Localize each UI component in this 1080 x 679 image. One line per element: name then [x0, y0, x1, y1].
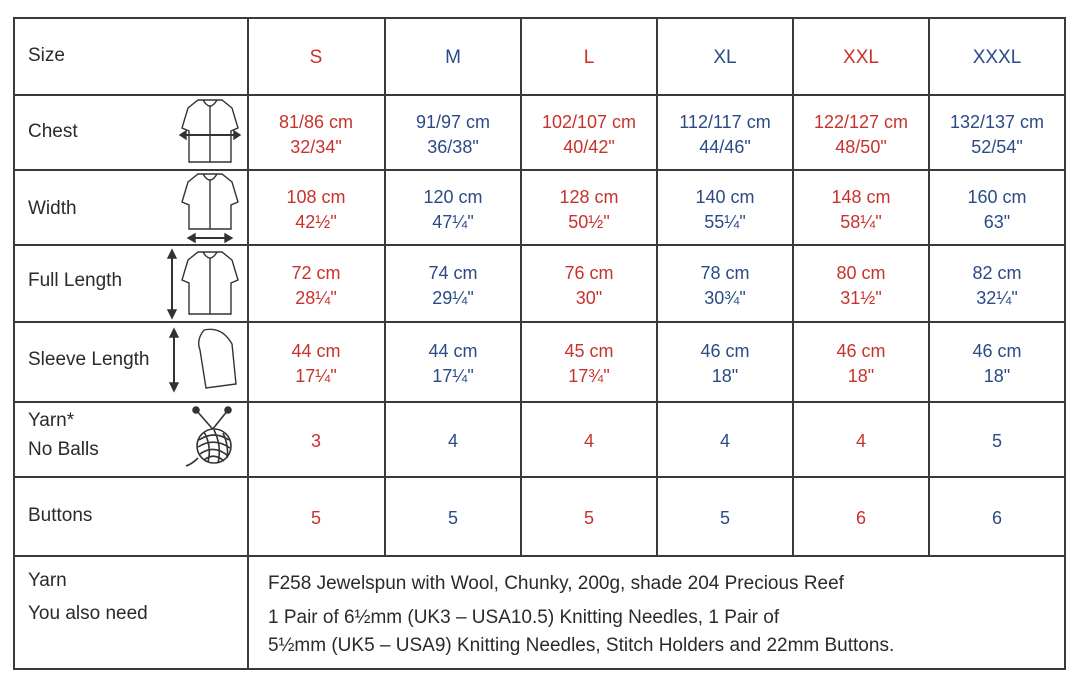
table-cell: [657, 185, 793, 235]
size-header-s: S: [309, 47, 323, 68]
table-cell: [793, 185, 929, 235]
table-cell: [385, 110, 521, 160]
row-label-chest: Chest: [28, 121, 78, 142]
size-header-xxl: XXL: [843, 47, 879, 68]
cell-value: 148 cm: [831, 186, 891, 207]
cell-value: 30": [575, 287, 603, 308]
footer-needles-line-1: 1 Pair of 6½mm (UK3 – USA10.5) Knitting Needles, 1 Pair of: [268, 607, 780, 628]
table-cell: [793, 429, 929, 454]
cell-value: 17¼": [295, 366, 337, 386]
cell-value: 46 cm: [972, 341, 1022, 361]
cardigan-chest-icon: [180, 100, 240, 162]
cell-value: 31½": [840, 287, 882, 308]
table-cell: [248, 429, 384, 454]
cell-value: 18": [983, 366, 1011, 386]
table-cell: [521, 506, 657, 531]
cell-value: 50½": [568, 211, 610, 232]
table-cell: [929, 429, 1065, 454]
table-cell: [385, 339, 521, 389]
cell-value: 132/137 cm: [949, 111, 1045, 132]
table-cell: [521, 339, 657, 389]
table-cell: [385, 506, 521, 531]
cell-value: 4: [855, 431, 866, 451]
footer-yarn-line: F258 Jewelspun with Wool, Chunky, 200g, shade 204 Precious Reef: [268, 573, 844, 594]
cell-value: 128 cm: [559, 186, 619, 207]
footer-label-yarn: Yarn: [28, 570, 67, 591]
table-cell: [521, 185, 657, 235]
row-label-buttons: Buttons: [28, 505, 93, 526]
cell-value: 74 cm: [428, 262, 478, 283]
cell-value: 17¾": [568, 366, 610, 386]
table-cell: [385, 429, 521, 454]
cell-value: 160 cm: [967, 186, 1027, 207]
row-label-width: Width: [28, 198, 77, 219]
cell-value: 3: [310, 431, 321, 451]
cell-value: 4: [447, 431, 458, 451]
cardigan-length-icon: [168, 250, 238, 318]
cell-value: 5: [719, 508, 730, 528]
table-cell: [385, 261, 521, 311]
table-cell: [248, 261, 384, 311]
cell-value: 44 cm: [291, 341, 341, 361]
table-cell: [793, 506, 929, 531]
cell-value: 48/50": [835, 136, 887, 157]
table-cell: [793, 261, 929, 311]
table-cell: [657, 110, 793, 160]
cell-value: 4: [583, 431, 594, 451]
cell-value: 80 cm: [836, 262, 886, 283]
cell-value: 72 cm: [291, 262, 341, 283]
cell-value: 4: [719, 431, 730, 451]
cell-value: 5: [447, 508, 458, 528]
size-header-l: L: [583, 47, 595, 68]
size-header-xl: XL: [713, 47, 737, 68]
cell-value: 36/38": [427, 136, 479, 157]
cell-value: 45 cm: [564, 341, 614, 361]
cell-value: 40/42": [563, 136, 615, 157]
table-cell: [248, 185, 384, 235]
cell-value: 42½": [295, 211, 337, 232]
cell-value: 5: [310, 508, 321, 528]
table-cell: [929, 110, 1065, 160]
cell-value: 112/117 cm: [679, 111, 771, 132]
table-cell: [385, 185, 521, 235]
cell-value: 81/86 cm: [278, 111, 354, 132]
size-header-label: Size: [28, 45, 65, 66]
table-cell: [929, 506, 1065, 531]
cell-value: 78 cm: [700, 262, 750, 283]
row-label-sleeve-length: Sleeve Length: [28, 349, 150, 370]
cell-value: 5: [991, 431, 1002, 451]
row-label-yarn: Yarn*: [28, 410, 75, 431]
sleeve-length-icon: [170, 329, 236, 391]
cell-value: 6: [855, 508, 866, 528]
cell-value: 5: [583, 508, 594, 528]
table-cell: [793, 110, 929, 160]
table-cell: [248, 339, 384, 389]
table-cell: [521, 261, 657, 311]
cardigan-width-icon: [182, 174, 238, 242]
cell-value: 140 cm: [695, 186, 755, 207]
cell-value: 120 cm: [423, 186, 483, 207]
table-cell: [657, 506, 793, 531]
row-label-full-length: Full Length: [28, 270, 123, 291]
cell-value: 18": [711, 366, 739, 386]
table-cell: [657, 429, 793, 454]
footer-label-also-need: You also need: [28, 603, 148, 624]
table-cell: [657, 261, 793, 311]
footer-needles-line-2: 5½mm (UK5 – USA9) Knitting Needles, Stitch Holders and 22mm Buttons.: [268, 635, 895, 656]
row-label-no-balls: No Balls: [28, 439, 99, 460]
cell-value: 91/97 cm: [415, 111, 491, 132]
table-cell: [248, 506, 384, 531]
table-cell: [521, 429, 657, 454]
size-header-xxxl: XXXL: [972, 47, 1022, 68]
cell-value: 30¾": [704, 287, 746, 308]
cell-value: 58¼": [840, 211, 882, 232]
cell-value: 17¼": [432, 366, 474, 386]
table-cell: [929, 339, 1065, 389]
cell-value: 18": [847, 366, 875, 386]
table-cell: [521, 110, 657, 160]
cell-value: 47¼": [432, 211, 474, 232]
cell-value: 122/127 cm: [813, 111, 909, 132]
cell-value: 55¼": [704, 211, 746, 232]
table-cell: [929, 261, 1065, 311]
cell-value: 32/34": [290, 136, 342, 157]
cell-value: 108 cm: [286, 186, 346, 207]
cell-value: 63": [983, 211, 1011, 232]
size-header-m: M: [445, 47, 461, 68]
cell-value: 82 cm: [972, 262, 1022, 283]
table-cell: [657, 339, 793, 389]
yarn-ball-needles-icon: [186, 407, 231, 466]
cell-value: 32¼": [976, 287, 1018, 308]
cell-value: 44 cm: [428, 341, 478, 361]
cell-value: 46 cm: [700, 341, 750, 361]
table-cell: [929, 185, 1065, 235]
cell-value: 76 cm: [564, 262, 614, 283]
cell-value: 28¼": [295, 287, 337, 308]
cell-value: 6: [991, 508, 1002, 528]
cell-value: 52/54": [971, 136, 1023, 157]
cell-value: 102/107 cm: [541, 111, 637, 132]
cell-value: 44/46": [699, 136, 751, 157]
cell-value: 29¼": [432, 287, 474, 308]
cell-value: 46 cm: [836, 341, 886, 361]
table-cell: [793, 339, 929, 389]
table-cell: [248, 110, 384, 160]
